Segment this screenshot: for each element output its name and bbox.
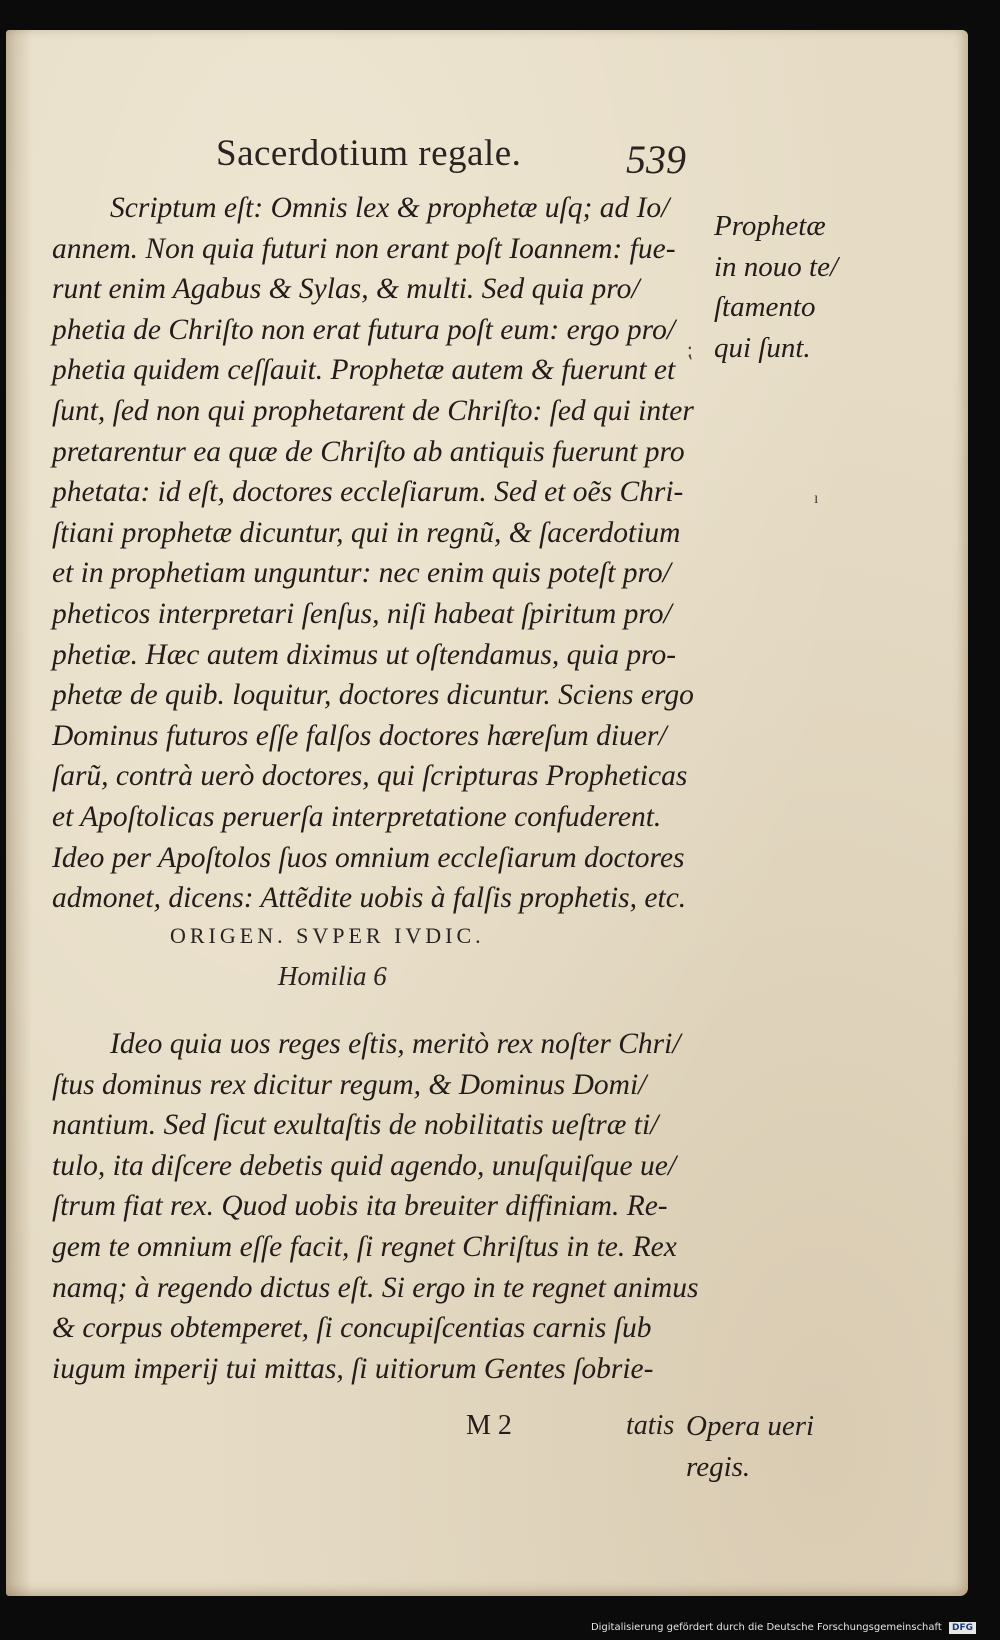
margin-note-prophets: [714, 206, 838, 368]
text-line: ſunt, ſed non qui prophetarent de Chriſto: ſed qui inter: [52, 394, 694, 427]
text-line: phetæ de quib. loquitur, doctores dicuntur. Sciens ergo: [52, 679, 694, 712]
text-block-1: [52, 188, 694, 919]
text-line: Dominus futuros eſſe falſos doctores hæreſum diuer/: [52, 719, 667, 752]
text-line: ſtrum fiat rex. Quod uobis ita breuiter diffiniam. Re-: [52, 1190, 668, 1223]
signature-mark: M 2: [466, 1410, 512, 1441]
text-line: Scriptum eſt: Omnis lex & prophetæ uſq; ad Io/: [110, 192, 670, 224]
text-line: nantium. Sed ſicut exultaſtis de nobilitatis ueſtræ ti/: [52, 1109, 659, 1142]
ink-mark: ı: [814, 490, 819, 507]
margin-note-line: qui ſunt.: [714, 331, 811, 364]
running-head-title: Sacerdotium regale.: [216, 133, 522, 174]
homilia-heading: Homilia 6: [278, 961, 387, 991]
text-line: phetata: id eſt, doctores eccleſiarum. Sed et oẽs Chri-: [52, 476, 684, 509]
credit-text: Digitalisierung gefördert durch die Deutsche Forschungsgemeinschaft: [590, 1622, 942, 1633]
text-line: runt enim Agabus & Sylas, & multi. Sed quia pro/: [52, 273, 640, 306]
text-line: iugum imperij tui mittas, ſi uitiorum Gentes ſobrie-: [52, 1352, 654, 1385]
text-line: pheticos interpretari ſenſus, niſi habeat ſpiritum pro/: [52, 597, 672, 630]
text-block-2: [52, 1024, 698, 1389]
text-line: phetia de Chriſto non erat futura poſt eum: ergo pro/: [52, 313, 676, 346]
text-line: phetia quidem ceſſauit. Prophetæ autem & fuerunt et: [52, 354, 676, 387]
text-line: Ideo quia uos reges eſtis, meritò rex noſter Chri/: [110, 1028, 681, 1060]
digitization-credit: [591, 1622, 976, 1634]
text-line: et in prophetiam unguntur: nec enim quis poteſt pro/: [52, 557, 671, 590]
page-number: 539: [626, 137, 686, 182]
text-line: ſtiani prophetæ dicuntur, qui in regnũ, & ſacerdotium: [52, 516, 681, 549]
catchword: tatis: [626, 1410, 675, 1441]
text-line: ſarũ, contrà uerò doctores, qui ſcripturas Propheticas: [52, 760, 688, 793]
margin-note-line: Opera ueri: [686, 1410, 815, 1442]
dfg-logo: DFG: [949, 1622, 976, 1634]
ink-mark: ⁏: [686, 340, 693, 362]
text-line: Ideo per Apoſtolos ſuos omnium eccleſiarum doctores: [52, 841, 685, 874]
running-head: [206, 122, 726, 182]
text-line: admonet, dicens: Attẽdite uobis à falſis prophetis, etc.: [52, 882, 687, 915]
margin-note-line: regis.: [686, 1450, 751, 1483]
margin-note-line: Prophetæ: [714, 210, 826, 242]
text-line: pretarentur ea quæ de Chriſto ab antiquis fuerunt pro: [52, 435, 685, 468]
text-line: annem. Non quia futuri non erant poſt Ioannem: fue-: [52, 232, 676, 265]
margin-note-line: ſtamento: [714, 291, 816, 324]
margin-note-line: in nouo te/: [714, 250, 839, 283]
text-line: phetiæ. Hæc autem diximus ut oſtendamus, quia pro-: [52, 638, 677, 671]
text-line: namq; à regendo dictus eſt. Si ergo in te regnet animus: [52, 1271, 699, 1304]
text-line: et Apoſtolicas peruerſa interpretatione confuderent.: [52, 800, 662, 833]
source-heading: ORIGEN. SVPER IVDIC.: [170, 923, 485, 948]
text-line: gem te omnium eſſe facit, ſi regnet Chriſtus in te. Rex: [52, 1230, 677, 1263]
book-page: [6, 30, 968, 1596]
margin-note-works: [686, 1406, 814, 1487]
text-line: tulo, ita diſcere debetis quid agendo, unuſquiſque ue/: [52, 1149, 677, 1182]
text-line: ſtus dominus rex dicitur regum, & Dominus Domi/: [52, 1068, 647, 1101]
text-line: & corpus obtemperet, ſi concupiſcentias carnis ſub: [52, 1312, 652, 1345]
